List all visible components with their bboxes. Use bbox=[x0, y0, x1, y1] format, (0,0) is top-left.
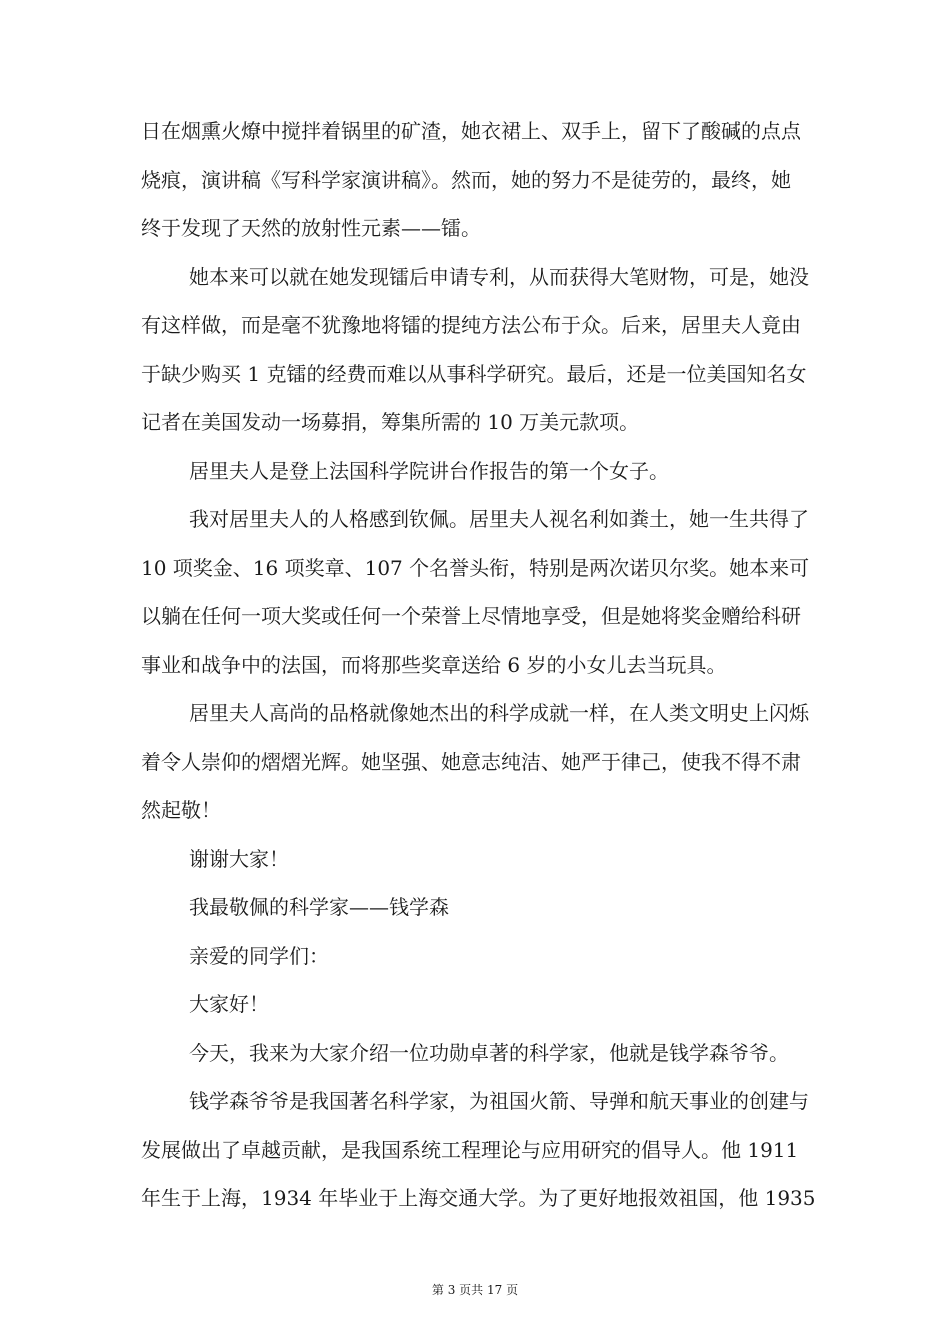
text-line: 终于发现了天然的放射性元素——镭。 bbox=[141, 216, 481, 240]
text-line: 烧痕，演讲稿《写科学家演讲稿》。然而，她的努力不是徒劳的，最终，她 bbox=[141, 167, 791, 192]
page-number: 第 3 页共 17 页 bbox=[431, 1283, 519, 1297]
text-line: 有这样做，而是毫不犹豫地将镭的提纯方法公布于众。后来，居里夫人竟由 bbox=[141, 313, 801, 337]
text-line: 以躺在任何一项大奖或任何一个荣誉上尽情地享受，但是她将奖金赠给科研 bbox=[141, 604, 801, 628]
body-text bbox=[141, 107, 824, 1223]
text-line: 日在烟熏火燎中搅拌着锅里的矿渣，她衣裙上、双手上，留下了酸碱的点点 bbox=[141, 119, 801, 143]
text-line: 亲爱的同学们： bbox=[189, 943, 329, 968]
text-line: 于缺少购买 1 克镭的经费而难以从事科学研究。最后，还是一位美国知名女 bbox=[141, 361, 807, 386]
text-line: 着令人崇仰的熠熠光辉。她坚强、她意志纯洁、她严于律己，使我不得不肃 bbox=[141, 749, 801, 774]
text-line: 发展做出了卓越贡献，是我国系统工程理论与应用研究的倡导人。他 1911 bbox=[141, 1137, 799, 1162]
text-line: 大家好！ bbox=[189, 992, 269, 1016]
text-line: 然起敬！ bbox=[141, 798, 221, 822]
text-line: 年生于上海，1934 年毕业于上海交通大学。为了更好地报效祖国，他 1935 bbox=[141, 1186, 816, 1210]
text-line: 居里夫人是登上法国科学院讲台作报告的第一个女子。 bbox=[189, 458, 669, 483]
text-line: 我最敬佩的科学家——钱学森 bbox=[189, 895, 449, 919]
text-line: 她本来可以就在她发现镭后申请专利，从而获得大笔财物，可是，她没 bbox=[189, 264, 809, 289]
text-line: 10 项奖金、16 项奖章、107 个名誉头衔，特别是两次诺贝尔奖。她本来可 bbox=[141, 555, 810, 580]
text-line: 事业和战争中的法国，而将那些奖章送给 6 岁的小女儿去当玩具。 bbox=[141, 652, 727, 677]
text-line: 记者在美国发动一场募捐，筹集所需的 10 万美元款项。 bbox=[141, 410, 640, 434]
text-line: 今天，我来为大家介绍一位功勋卓著的科学家，他就是钱学森爷爷。 bbox=[189, 1040, 789, 1065]
text-line: 居里夫人高尚的品格就像她杰出的科学成就一样，在人类文明史上闪烁 bbox=[189, 701, 809, 725]
text-line: 我对居里夫人的人格感到钦佩。居里夫人视名利如粪土，她一生共得了 bbox=[189, 507, 809, 531]
text-line: 钱学森爷爷是我国著名科学家，为祖国火箭、导弹和航天事业的创建与 bbox=[189, 1089, 809, 1113]
text-line: 谢谢大家！ bbox=[189, 846, 289, 871]
